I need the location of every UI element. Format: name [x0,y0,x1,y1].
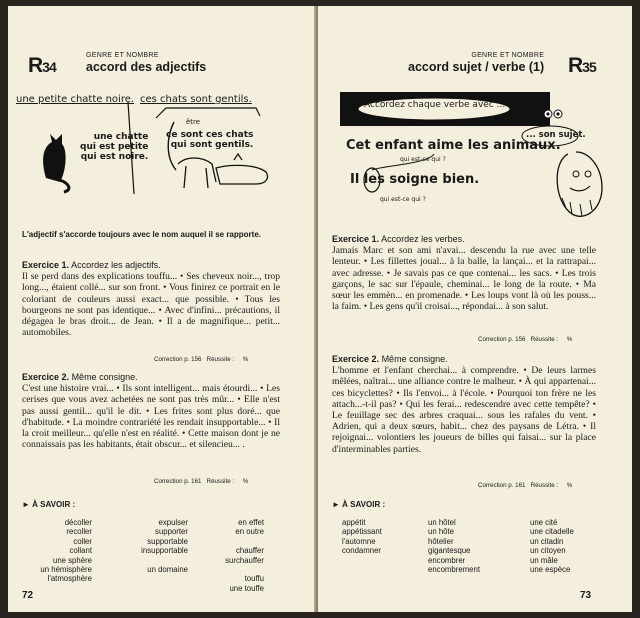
right-page [318,6,632,612]
rule-code: R34 [28,54,56,77]
grammar-rule: L'adjectif s'accorde toujours avec le nom auquel il se rapporte. [22,230,261,239]
exercise-title: Exercice 2. [22,372,70,382]
verb-subject-illustration [340,92,610,222]
category-label: GENRE ET NOMBRE [86,52,159,59]
savoir-column-2: un hôtel un hôte hôtelier gigantesque encombrer encombrement [428,518,481,575]
example-sentence-1: Cet enfant aime les animaux. [346,138,561,153]
savoir-heading: ► À SAVOIR : [332,500,386,509]
question-label-2: qui est-ce qui ? [380,196,426,203]
question-label-1: qui est-ce qui ? [400,156,446,163]
exercise-title: Exercice 1. [22,260,70,270]
correction-ref: Correction p. 156 Réussite : % [154,356,249,363]
savoir-heading: ► À SAVOIR : [22,500,76,509]
exercise-text: C'est une histoire vrai... • Ils sont intelligent... mais étourdi... • Les cerises que vous avez achetées ne sont pas très mûr... • Elle n'est pas aussi gentil... qu'il le dit. • Les frites sont plus doré... que d'habitude. • La moindre contrariété les rendait insupportable... • Il la croit meilleur... qu'elle n'est en réalité. • Cette maison dont je ne connaissais pas les habitants, était obscur... et silencieu... . [22,383,280,451]
savoir-column-3: une cité une citadelle un citadin un citoyen un mâle une espèce [530,518,574,575]
correction-ref: Correction p. 156 Réussite : % [478,336,573,343]
correction-ref: Correction p. 161 Réussite : % [154,478,249,485]
savoir-column-1: appétit appétissant l'automne condamner [342,518,382,556]
plural-explanation: ce sont ces chats qui sont gentils. [166,130,254,150]
exercise-instruction: Accordez les verbes. [381,234,465,244]
page-title: accord des adjectifs [86,60,207,74]
rule-code: R35 [568,54,596,77]
page-number: 73 [580,590,592,601]
exercise-1 [22,260,280,338]
exercise-text: L'homme et l'enfant cherchai... à comprendre. • De leurs larmes mêlées, naîtrai... une alliance contre le malheur. • À qui appartenai... ces bicyclettes? • Ils l'envoi... à l'école. • Pourquoi ton frère ne les attach...-t-il pas? • Qui les ferai... redescendre avec cette tempête? • Le feuillage sec des arbres craquai... sous les rafales du vent. • Adrien, qui a deux sœurs, habit... chez des paysans de Létra. • Il rejoignai... volontiers les joueurs de billes qui faisai... sur la place d'interminables parties. [332,365,596,455]
exercise-title: Exercice 1. [332,234,380,244]
exercise-instruction: Même consigne. [381,354,448,364]
exercise-2 [22,372,280,450]
savoir-column-3: en effet en outre chauffer surchauffer touffu une touffe [225,518,264,593]
exercise-instruction: Accordez les adjectifs. [71,260,161,270]
caption-singular: une petite chatte noire. [16,94,135,105]
speech-bubble: Accordez chaque verbe avec ... [364,100,506,110]
verb-label: être [186,118,201,126]
caption-plural: ces chats sont gentils. [140,94,252,105]
example-sentence-2: Il les soigne bien. [350,172,480,187]
exercise-title: Exercice 2. [332,354,380,364]
exercise-2 [332,354,596,455]
speech-bubble-2: ... son sujet. [526,130,586,140]
exercise-instruction: Même consigne. [71,372,138,382]
left-page [8,6,314,612]
cat-illustration [16,94,286,198]
page-header [86,52,206,74]
page-number: 72 [22,590,34,601]
page-header [408,52,544,74]
exercise-text: Jamais Marc et son ami n'avai... descendu la rue avec une telle lenteur. • Les fillettes joual... à la balle, la lançai... et la rattrapai... avec adresse. • Je savais pas ce que contenai... les sacs. • Les trois garçons, le sac sur l'épaule, cheminai... le long de la route. • Ma sœur les emmèn... en promenade. • Les loups vont là où les pouss... la faim. • Les gens qu'il croisai..., répondai... à son salut. [332,245,596,313]
savoir-column-2: expulser supporter supportable insupportable un domaine [141,518,188,575]
page-title: accord sujet / verbe (1) [408,60,545,74]
correction-ref: Correction p. 161 Réussite : % [478,482,573,489]
category-label: GENRE ET NOMBRE [471,52,545,59]
exercise-text: Il se perd dans des explications touffu... • Ses cheveux noir..., trop long..., étaient collé... sur son front. • Vous finirez ce portrait en le coloriant de couleurs aussi exact... que possible. • Tous les bourgeons ne sont pas identique... • Avec d'infini... précautions, il dégagea le bras droit... de Jean. • Il a de magnifique... petit... automobiles. [22,271,280,339]
savoir-column-1: décoller recoller coller collant une sphère un hémisphère l'atmosphère [40,518,92,584]
singular-explanation: une chatte qui est petite qui est noire. [80,132,149,162]
exercise-1 [332,234,596,312]
